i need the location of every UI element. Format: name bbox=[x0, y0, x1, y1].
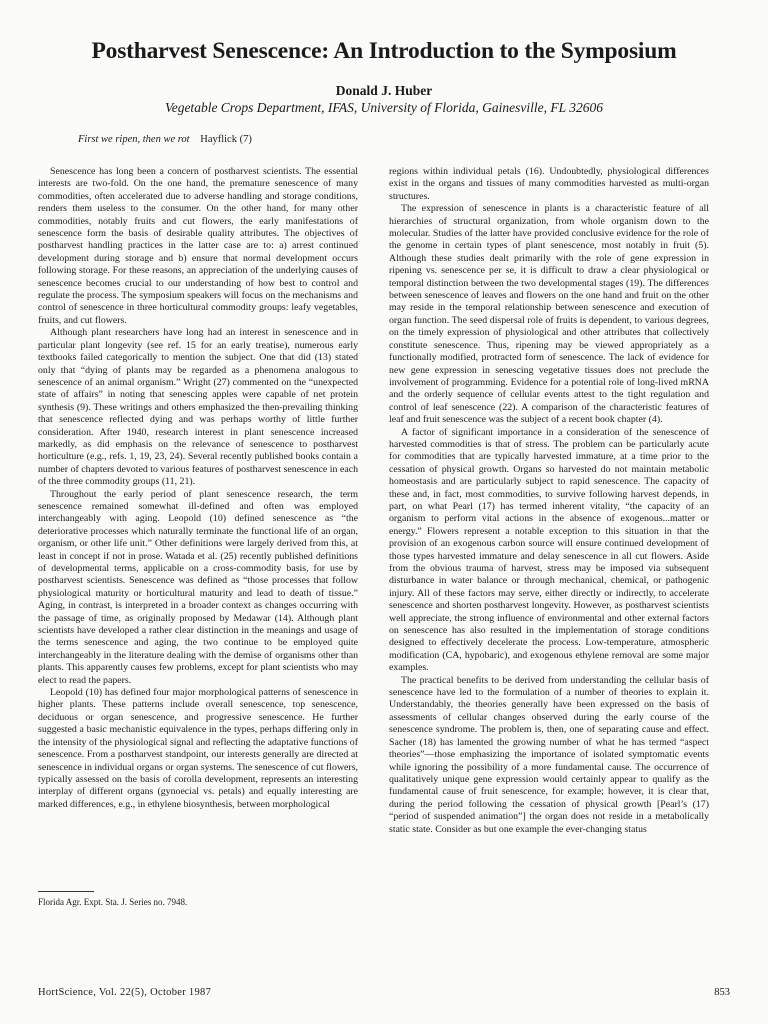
footnote-rule bbox=[38, 891, 94, 892]
author-affiliation: Vegetable Crops Department, IFAS, University of Florida, Gainesville, FL 32606 bbox=[164, 100, 604, 115]
epigraph-attribution: Hayflick (7) bbox=[200, 134, 252, 145]
epigraph bbox=[78, 134, 252, 145]
left-column bbox=[38, 166, 358, 811]
article-title: Postharvest Senescence: An Introduction to the Symposium bbox=[91, 38, 677, 64]
epigraph-quote: First we ripen, then we rot bbox=[78, 134, 190, 145]
paragraph: Leopold (10) has defined four major morphological patterns of senescence in higher plants. These patterns include overall senescence, top senescence, deciduous or organ senescence, and progressive senescence. He further suggested a basic mechanistic equivalence in the types, perhaps differing only in the intensity of the physiological signal and reflecting the adaptative functions of senescence. From a postharvest standpoint, our interests generally are directed at senescence in individual organs or organ systems. The senescence of cut flowers, typically assessed on the basis of corolla development, represents an interesting interplay of different organs (gynoecial vs. petals) and equally interesting are marked differences, e.g., in ethylene biosynthesis, between morphological bbox=[38, 687, 358, 810]
paragraph: A factor of significant importance in a consideration of the senescence of harvested commodities is that of stress. The problem can be particularly acute for commodities that are typically harvested immature, at a time prior to the cessation of physical growth. Organs so harvested do not maintain metabolic homeostasis and are particularly subject to rapid senescence. The capacity of these and, in fact, most commodities, to survive following harvest depends, in part, on what Pearl (17) has termed inherent vitality, “the capacity of an organism to perform vital actions in the absence of exogenous...matter or energy.” Flowers represent a notable exception to this situation in that the provision of an exogenous carbon source will ensure continued development of those types harvested immature and delay senescence in all cut flowers. Aside from the obvious trauma of harvest, stress may be imposed via subsequent disturbance in water balance or through mechanical, chemical, or pathogenic injury. All of these factors may serve, either directly or indirectly, to accelerate senescence and shorten postharvest longevity. However, as postharvest scientists well appreciate, the strong influence of environmental and other external factors on senescence has also resulted in the implementation of storage conditions designed to effectively decelerate the process. Low-temperature, atmospheric modification (CA, hypobaric), and exogenous ethylene removal are some major examples. bbox=[389, 426, 709, 674]
paragraph: Senescence has long been a concern of postharvest scientists. The essential interests are two-fold. On the one hand, the premature senescence of many commodities, often accelerated due to adverse handling and storage conditions, renders them useless to the consumer. On the other hand, for many other commodities, notably fruits and cut flowers, the early manifestations of senescence form the basis of desirable quality attributes. The objectives of postharvest handling practices in the latter case are to: a) arrest continued development during storage and b) ensure that normal development occurs following storage. For these reasons, an appreciation of the underlying causes of senescence becomes crucial to our understanding of how best to control and regulate the process. The symposium speakers will focus on the mechanisms and control of senescence in three horticultural commodity groups: leafy vegetables, fruits, and cut flowers. bbox=[38, 166, 358, 326]
journal-citation: HortScience, Vol. 22(5), October 1987 bbox=[38, 987, 212, 998]
paragraph: The expression of senescence in plants is a characteristic feature of all hierarchies of structural organization, from whole organism down to the molecular. Studies of the latter have provided conclusive evidence for the role of the genome in certain types of plant senescence, most notably in fruit (5). Although these studies dealt primarily with the role of gene expression in ripening vs. senescence per se, it is difficult to draw a clear physiological or temporal distinction between the two developmental stages (19). The differences between senescence of leaves and flowers on the one hand and fruit on the other may reside in the temporal relationship between senescence and execution of organ function. The seed dispersal role of fruits is dependent, to various degrees, on the timely expression of physiological and other attributes that collectively constitute senescence. Thus, ripening may be viewed appropriately as a functionally modified, protracted form of senescence. The lack of evidence for new gene expression in senescing vegetative tissues does not preclude the involvement of programming. Evidence for a potential role of long-lived mRNA and the orderly sequence of cellular events attest to the tight regulation and control of leaf senescence (22). A comparison of the characteristic features of leaf and fruit senescence was the subject of a recent book chapter (4). bbox=[389, 203, 709, 426]
paragraph: Throughout the early period of plant senescence research, the term senescence remained somewhat ill-defined and often was employed interchangeably with aging. Leopold (10) defined senescence as “the deteriorative processes which naturally terminate the functional life of an organ, organism, or other life unit.” Other definitions were largely derived from this, at least in concept if not in prose. Watada et al. (25) recently published definitions of developmental terms, applicable on a cross-commodity basis, for use by postharvest scientists. Senescence was defined as “those processes that follow physiological maturity or horticultural maturity and lead to death of tissue.” Aging, in contrast, is interpreted in a broader context as changes occurring with the passage of time, as originally proposed by Medawar (14). Although plant scientists have developed a rather clear distinction in the meanings and usage of the terms senescence and aging, the two continue to be employed quite interchangeably in the literature dealing with the demise of organisms other than plants. This apparently causes few problems, except for plant scientists who may elect to read the papers. bbox=[38, 488, 358, 686]
paragraph: Although plant researchers have long had an interest in senescence and in particular plant longevity (see ref. 15 for an early treatise), numerous early textbooks failed categorically to mention the subject. One that did (13) stated only that “dying of plants may be regarded as a phenomena analogous to senescence of an animal organism.” Wright (27) commented on the “unexpected state of affairs” in noting that senescing apples were capable of net protein synthesis (9). These writings and others emphasized the then-prevailing thinking that senescence reflected dying and was perhaps worthy of little further consideration. After 1940, research interest in plant senescence increased markedly, as did emphasis on the relevance of senescence to postharvest horticulture (e.g., refs. 1, 19, 23, 24). Several recently published books contain a number of chapters devoted to various features of postharvest senescence in each of the three commodity groups (11, 21). bbox=[38, 327, 358, 488]
author-name: Donald J. Huber bbox=[335, 83, 433, 98]
paragraph: The practical benefits to be derived from understanding the cellular basis of senescence have led to the formulation of a number of theories to explain it. Understandably, the theories generally have been expressed on the basis of assessments of cellular changes observed during the early course of the senescence syndrome. The problem is, then, one of separating cause and effect. Sacher (18) has lamented the growing number of what he has termed “aspect theories”—those emphasizing the importance of isolated symptomatic events while ignoring the possibility of a more fundamental cause. The occurrence of qualitatively unique gene expression would certainly appear to qualify as the fundamental cause of fruit senescence, for example; however, it is clear that, during the period following the cessation of physical growth [Pearl’s (17) “period of suspended animation”] the organ does not reside in a metabolically static state. Consider as but one example the ever-changing status bbox=[389, 674, 709, 835]
paragraph: regions within individual petals (16). Undoubtedly, physiological differences exist in the organs and tissues of many commodities harvested as multi-organ structures. bbox=[389, 166, 709, 202]
footnote: Florida Agr. Expt. Sta. J. Series no. 7948. bbox=[38, 897, 188, 907]
right-column bbox=[389, 166, 709, 836]
page-number: 853 bbox=[714, 987, 730, 998]
